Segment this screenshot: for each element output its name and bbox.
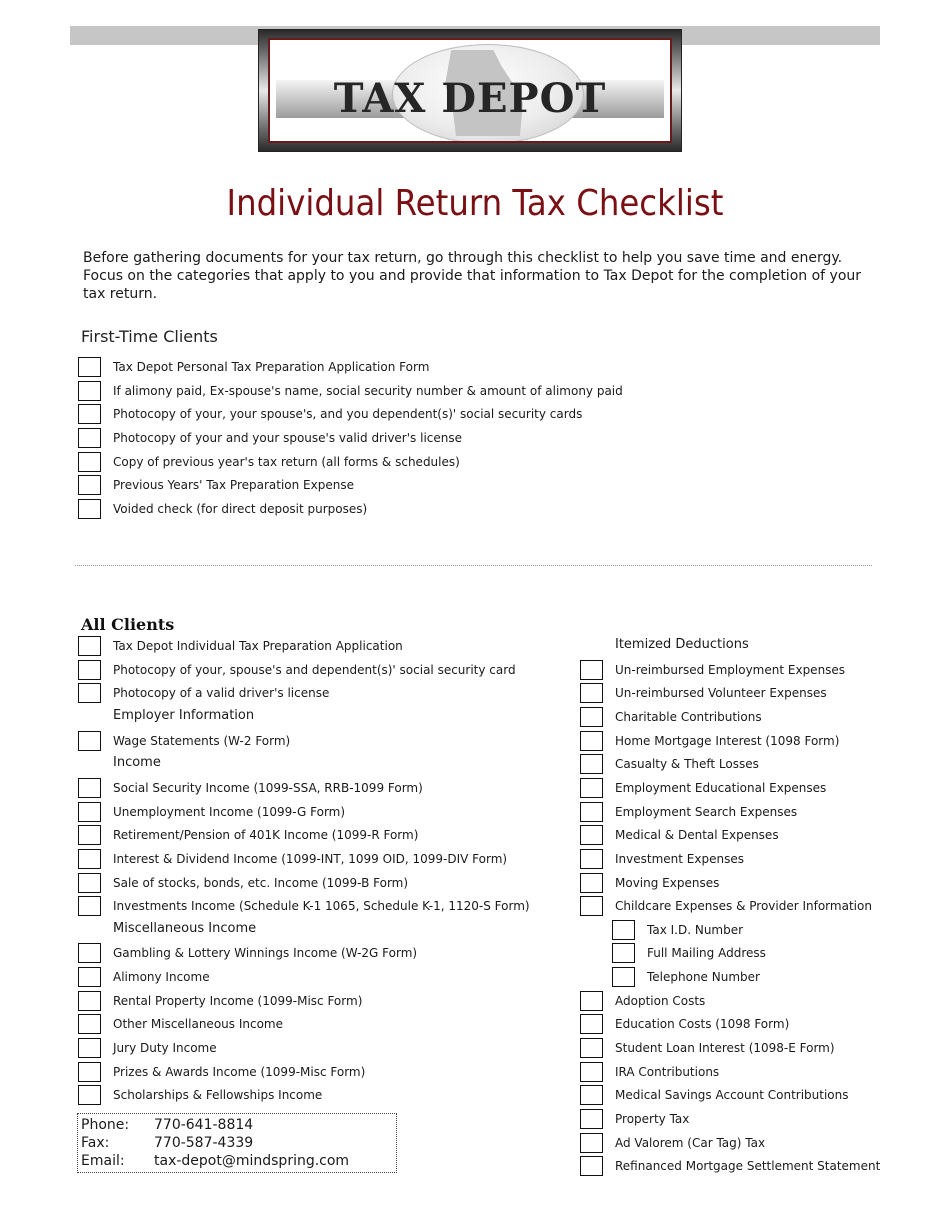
- checklist-item-label: Student Loan Interest (1098-E Form): [615, 1041, 835, 1056]
- checkbox[interactable]: [580, 849, 603, 869]
- checkbox[interactable]: [78, 499, 101, 519]
- checklist-item-label: Gambling & Lottery Winnings Income (W-2G Form): [113, 946, 418, 961]
- checkbox[interactable]: [580, 1014, 603, 1034]
- checkbox[interactable]: [580, 802, 603, 822]
- checkbox[interactable]: [78, 991, 101, 1011]
- checklist-item-label: Home Mortgage Interest (1098 Form): [615, 733, 840, 748]
- checkbox[interactable]: [78, 731, 101, 751]
- checkbox[interactable]: [78, 778, 101, 798]
- logo-text: TAX DEPOT: [333, 75, 607, 122]
- checkbox[interactable]: [78, 825, 101, 845]
- checkbox[interactable]: [78, 849, 101, 869]
- checklist-item-label: Adoption Costs: [615, 993, 706, 1008]
- checklist-item-label: Rental Property Income (1099-Misc Form): [113, 993, 363, 1008]
- checklist-item-label: Tax Depot Individual Tax Preparation Application: [113, 639, 403, 653]
- contact-box: [77, 1113, 397, 1173]
- checkbox[interactable]: [78, 428, 101, 448]
- checklist-item-label: Other Miscellaneous Income: [113, 1017, 283, 1032]
- checklist-item-label: Un-reimbursed Volunteer Expenses: [615, 686, 827, 701]
- checkbox[interactable]: [580, 1109, 603, 1129]
- intro-paragraph: Before gathering documents for your tax return, go through this checklist to help you save time and energy. Focus on the categories that apply to you and provide that information to Tax Depot for the completion of your tax return.: [83, 250, 862, 302]
- checkbox[interactable]: [78, 1062, 101, 1082]
- email-value: tax-depot@mindspring.com: [154, 1153, 350, 1169]
- checklist-item-label: Jury Duty Income: [113, 1041, 217, 1056]
- checklist-item-label: Medical & Dental Expenses: [615, 828, 779, 843]
- checkbox[interactable]: [580, 1156, 603, 1176]
- checkbox[interactable]: [78, 381, 101, 401]
- checkbox[interactable]: [580, 1085, 603, 1105]
- checklist-item-label: Tax Depot Personal Tax Preparation Application Form: [113, 360, 430, 374]
- checkbox[interactable]: [78, 802, 101, 822]
- section-divider: [75, 565, 872, 566]
- checkbox[interactable]: [78, 636, 101, 656]
- checklist-item-label: Investment Expenses: [615, 851, 744, 866]
- checklist-item-label: Employment Educational Expenses: [615, 780, 827, 795]
- checkbox[interactable]: [78, 475, 101, 495]
- checkbox[interactable]: [78, 967, 101, 987]
- checklist-item-label: Photocopy of your and your spouse's valid driver's license: [113, 430, 462, 445]
- checklist-item-label: Alimony Income: [113, 970, 210, 985]
- checkbox[interactable]: [78, 1085, 101, 1105]
- checklist-item-label: Education Costs (1098 Form): [615, 1017, 790, 1032]
- checklist-item-label: Moving Expenses: [615, 875, 720, 890]
- checkbox[interactable]: [612, 943, 635, 963]
- checklist-item-label: Ad Valorem (Car Tag) Tax: [615, 1135, 766, 1150]
- checklist-item-label: Investments Income (Schedule K-1 1065, Schedule K-1, 1120-S Form): [113, 899, 530, 914]
- checklist-item-label: Telephone Number: [647, 970, 760, 985]
- checkbox[interactable]: [78, 452, 101, 472]
- checklist-item-label: Photocopy of your, your spouse's, and you dependent(s)' social security cards: [113, 407, 583, 422]
- checklist-item-label: Unemployment Income (1099-G Form): [113, 804, 346, 819]
- checklist-item-label: If alimony paid, Ex-spouse's name, social security number & amount of alimony paid: [113, 383, 623, 398]
- checklist-item-label: Full Mailing Address: [647, 946, 766, 961]
- fax-label: Fax:: [81, 1135, 110, 1151]
- checklist-item-label: Photocopy of your, spouse's and dependent(s)' social security card: [113, 662, 516, 677]
- checklist-item-label: IRA Contributions: [615, 1064, 720, 1079]
- checklist-item-label: Casualty & Theft Losses: [615, 757, 759, 772]
- checklist-item-label: Refinanced Mortgage Settlement Statement: [615, 1159, 881, 1174]
- checklist-item-label: Sale of stocks, bonds, etc. Income (1099-B Form): [113, 875, 409, 890]
- checkbox[interactable]: [78, 357, 101, 377]
- checklist-item-label: Tax I.D. Number: [647, 922, 744, 937]
- checkbox[interactable]: [78, 683, 101, 703]
- checklist-item-label: Interest & Dividend Income (1099-INT, 1099 OID, 1099-DIV Form): [113, 851, 508, 866]
- checklist-item-label: Employment Search Expenses: [615, 804, 798, 819]
- checklist-item-label: Medical Savings Account Contributions: [615, 1088, 849, 1103]
- checklist-item-label: Social Security Income (1099-SSA, RRB-1099 Form): [113, 780, 423, 795]
- checkbox[interactable]: [78, 1038, 101, 1058]
- email-label: Email:: [81, 1153, 125, 1169]
- checkbox[interactable]: [580, 754, 603, 774]
- checklist-item-label: Voided check (for direct deposit purposes): [113, 501, 368, 516]
- checkbox[interactable]: [580, 991, 603, 1011]
- checkbox[interactable]: [580, 683, 603, 703]
- itemized-deductions-subheading: Itemized Deductions: [615, 637, 749, 652]
- income-subheading: Income: [113, 755, 161, 771]
- checkbox[interactable]: [78, 896, 101, 916]
- checklist-item-label: Copy of previous year's tax return (all forms & schedules): [113, 454, 460, 469]
- checkbox[interactable]: [580, 707, 603, 727]
- page-title: Individual Return Tax Checklist: [226, 183, 724, 224]
- checklist-item-label: Charitable Contributions: [615, 709, 762, 724]
- checkbox[interactable]: [580, 1133, 603, 1153]
- checklist-item-label: Wage Statements (W-2 Form): [113, 733, 291, 748]
- logo-frame: [268, 38, 672, 143]
- checklist-item-label: Property Tax: [615, 1112, 690, 1126]
- phone-value: 770-641-8814: [154, 1117, 254, 1133]
- miscellaneous-income-subheading: Miscellaneous Income: [113, 920, 257, 936]
- fax-value: 770-587-4339: [154, 1135, 254, 1151]
- checklist-item-label: Photocopy of a valid driver's license: [113, 686, 330, 701]
- checkbox[interactable]: [78, 943, 101, 963]
- checkbox[interactable]: [580, 660, 603, 680]
- checkbox[interactable]: [580, 873, 603, 893]
- tax-depot-logo: [258, 29, 682, 152]
- checkbox[interactable]: [78, 404, 101, 424]
- employer-information-subheading: Employer Information: [113, 707, 255, 723]
- checklist-item-label: Previous Years' Tax Preparation Expense: [113, 478, 354, 493]
- checkbox[interactable]: [612, 920, 635, 940]
- phone-label: Phone:: [81, 1117, 130, 1133]
- checklist-item-label: Childcare Expenses & Provider Information: [615, 899, 872, 914]
- checkbox[interactable]: [612, 967, 635, 987]
- first-time-clients-heading: First-Time Clients: [81, 327, 218, 346]
- checklist-item-label: Retirement/Pension of 401K Income (1099-R Form): [113, 828, 419, 843]
- checklist-item-label: Prizes & Awards Income (1099-Misc Form): [113, 1064, 366, 1079]
- checkbox[interactable]: [78, 1014, 101, 1034]
- checklist-item-label: Scholarships & Fellowships Income: [113, 1088, 323, 1103]
- checkbox[interactable]: [580, 896, 603, 916]
- checkbox[interactable]: [580, 1038, 603, 1058]
- checkbox[interactable]: [78, 873, 101, 893]
- checkbox[interactable]: [580, 778, 603, 798]
- checkbox[interactable]: [78, 660, 101, 680]
- checkbox[interactable]: [580, 825, 603, 845]
- checkbox[interactable]: [580, 1062, 603, 1082]
- checklist-item-label: Un-reimbursed Employment Expenses: [615, 662, 846, 677]
- checkbox[interactable]: [580, 731, 603, 751]
- all-clients-heading: All Clients: [81, 615, 175, 634]
